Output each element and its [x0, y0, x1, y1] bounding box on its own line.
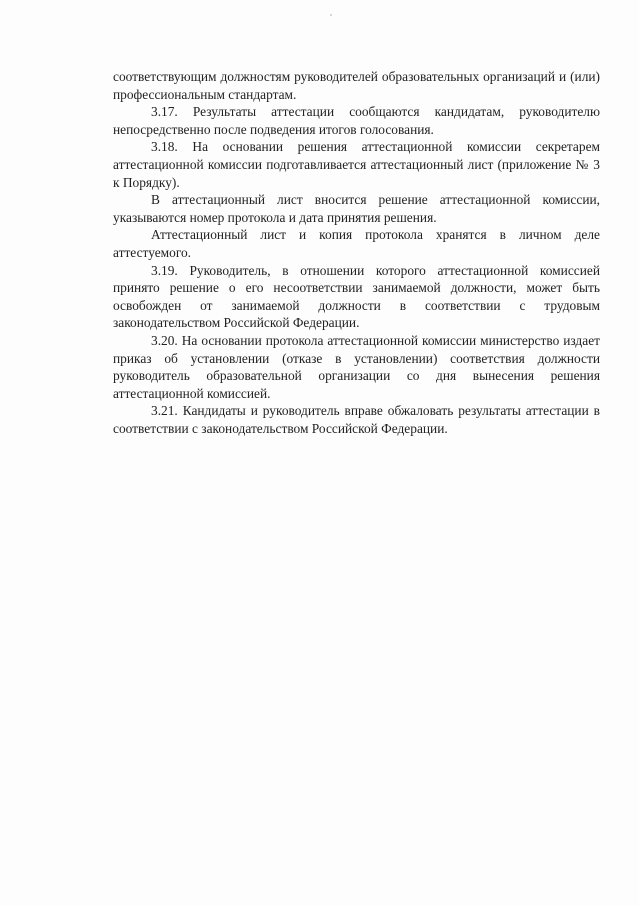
paragraph-3-18-attestation-sheet: В аттестационный лист вносится решение аттестационной комиссии, указываются номер протокола и дата принятия решения. — [113, 192, 600, 225]
paragraph-3-21: 3.21. Кандидаты и руководитель вправе обжаловать результаты аттестации в соответствии с законодательством Российской Федерации. — [113, 403, 600, 436]
paragraph-3-17: 3.17. Результаты аттестации сообщаются кандидатам, руководителю непосредственно после подведения итогов голосования. — [113, 104, 600, 137]
paragraph-continuation: соответствующим должностям руководителей образовательных организаций и (или) профессиональным стандартам. — [113, 69, 600, 102]
paragraph-3-20: 3.20. На основании протокола аттестационной комиссии министерство издает приказ об установлении (отказе в установлении) соответствия должности руководитель образовательной организации со дня вынесения решения аттестационной комиссией. — [113, 332, 600, 401]
document-body — [113, 68, 600, 437]
paragraph-3-19: 3.19. Руководитель, в отношении которого аттестационной комиссией принято решение о его несоответствии занимаемой должности, может быть освобожден от занимаемой должности в соответствии с трудовым законодательством Российской Федерации. — [113, 262, 600, 331]
paragraph-3-18-storage: Аттестационный лист и копия протокола хранятся в личном деле аттестуемого. — [113, 227, 600, 260]
scan-speck — [330, 14, 332, 16]
paragraph-3-18: 3.18. На основании решения аттестационной комиссии секретарем аттестационной комиссии подготавливается аттестационный лист (приложение № 3 к Порядку). — [113, 139, 600, 190]
